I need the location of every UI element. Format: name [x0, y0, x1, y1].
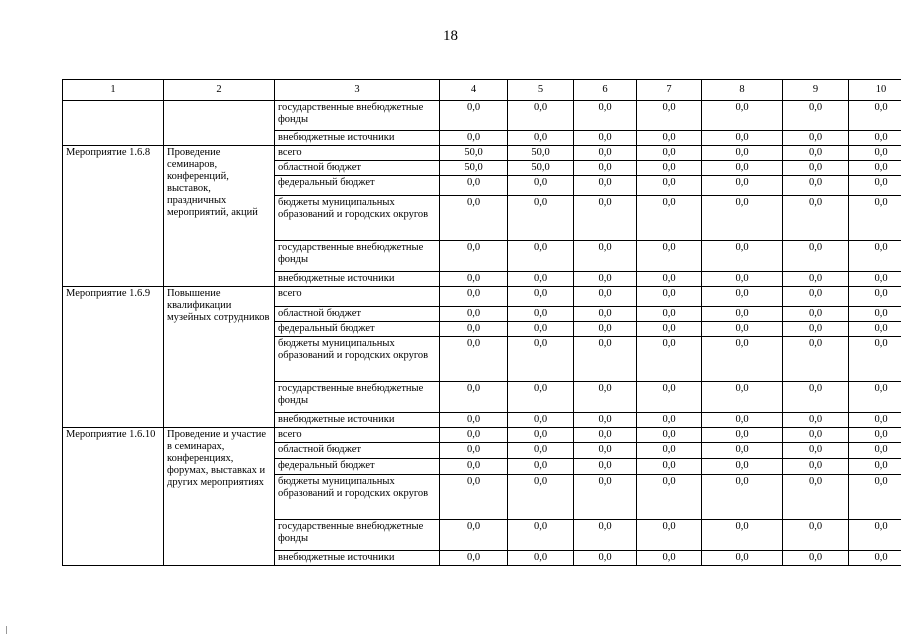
value-cell: 0,0	[440, 287, 508, 307]
funding-source-cell: внебюджетные источники	[275, 551, 440, 566]
value-cell: 0,0	[849, 161, 901, 176]
value-cell: 0,0	[574, 551, 637, 566]
value-cell: 0,0	[508, 428, 574, 443]
value-cell: 0,0	[440, 413, 508, 428]
page-number: 18	[443, 28, 458, 44]
funding-source-cell: областной бюджет	[275, 307, 440, 322]
value-cell: 0,0	[849, 443, 901, 459]
value-cell: 0,0	[702, 413, 783, 428]
value-cell: 0,0	[574, 459, 637, 475]
value-cell: 0,0	[574, 131, 637, 146]
value-cell: 0,0	[637, 443, 702, 459]
column-header: 1	[63, 80, 164, 101]
value-cell: 0,0	[783, 161, 849, 176]
measure-name-cell: Повышение квалификации музейных сотрудников	[164, 287, 275, 428]
table-body	[63, 101, 901, 566]
funding-source-cell: федеральный бюджет	[275, 459, 440, 475]
value-cell: 0,0	[574, 241, 637, 272]
column-header: 2	[164, 80, 275, 101]
empty-code-cell	[63, 101, 164, 146]
value-cell: 0,0	[783, 413, 849, 428]
value-cell: 0,0	[783, 131, 849, 146]
value-cell: 0,0	[849, 322, 901, 337]
value-cell: 0,0	[440, 382, 508, 413]
value-cell: 0,0	[508, 520, 574, 551]
value-cell: 0,0	[574, 322, 637, 337]
value-cell: 0,0	[574, 520, 637, 551]
funding-source-cell: государственные внебюджетные фонды	[275, 101, 440, 131]
value-cell: 0,0	[783, 307, 849, 322]
measure-code-cell: Мероприятие 1.6.9	[63, 287, 164, 428]
column-header: 6	[574, 80, 637, 101]
value-cell: 0,0	[849, 428, 901, 443]
value-cell: 0,0	[849, 475, 901, 520]
value-cell: 0,0	[637, 475, 702, 520]
value-cell: 0,0	[702, 241, 783, 272]
value-cell: 0,0	[637, 520, 702, 551]
value-cell: 0,0	[849, 272, 901, 287]
value-cell: 0,0	[508, 287, 574, 307]
value-cell: 0,0	[508, 459, 574, 475]
funding-source-cell: государственные внебюджетные фонды	[275, 382, 440, 413]
funding-source-cell: внебюджетные источники	[275, 413, 440, 428]
table-row	[63, 146, 901, 161]
value-cell: 0,0	[702, 520, 783, 551]
value-cell: 0,0	[637, 287, 702, 307]
value-cell: 0,0	[849, 307, 901, 322]
value-cell: 0,0	[783, 241, 849, 272]
value-cell: 0,0	[702, 161, 783, 176]
value-cell: 0,0	[783, 196, 849, 241]
value-cell: 0,0	[440, 459, 508, 475]
table-row	[63, 428, 901, 443]
value-cell: 50,0	[440, 161, 508, 176]
value-cell: 0,0	[783, 287, 849, 307]
value-cell: 0,0	[849, 413, 901, 428]
value-cell: 0,0	[440, 272, 508, 287]
value-cell: 0,0	[637, 196, 702, 241]
value-cell: 0,0	[702, 475, 783, 520]
value-cell: 0,0	[637, 322, 702, 337]
value-cell: 0,0	[849, 241, 901, 272]
funding-source-cell: всего	[275, 287, 440, 307]
value-cell: 0,0	[849, 551, 901, 566]
value-cell: 0,0	[783, 459, 849, 475]
column-header: 9	[783, 80, 849, 101]
value-cell: 0,0	[637, 161, 702, 176]
value-cell: 0,0	[574, 287, 637, 307]
funding-source-cell: областной бюджет	[275, 443, 440, 459]
value-cell: 0,0	[702, 307, 783, 322]
value-cell: 0,0	[702, 287, 783, 307]
value-cell: 0,0	[702, 176, 783, 196]
value-cell: 0,0	[702, 551, 783, 566]
value-cell: 0,0	[574, 475, 637, 520]
value-cell: 0,0	[783, 520, 849, 551]
value-cell: 0,0	[440, 520, 508, 551]
value-cell: 0,0	[574, 443, 637, 459]
column-header: 4	[440, 80, 508, 101]
value-cell: 0,0	[783, 272, 849, 287]
value-cell: 0,0	[849, 101, 901, 131]
value-cell: 0,0	[702, 196, 783, 241]
value-cell: 0,0	[508, 272, 574, 287]
value-cell: 0,0	[849, 459, 901, 475]
measure-code-cell: Мероприятие 1.6.10	[63, 428, 164, 566]
value-cell: 0,0	[508, 196, 574, 241]
table-row	[63, 287, 901, 307]
value-cell: 0,0	[702, 459, 783, 475]
value-cell: 0,0	[637, 382, 702, 413]
value-cell: 0,0	[783, 146, 849, 161]
value-cell: 0,0	[574, 176, 637, 196]
value-cell: 0,0	[637, 272, 702, 287]
value-cell: 0,0	[783, 382, 849, 413]
value-cell: 0,0	[637, 176, 702, 196]
value-cell: 0,0	[637, 131, 702, 146]
value-cell: 0,0	[574, 101, 637, 131]
value-cell: 0,0	[849, 520, 901, 551]
value-cell: 0,0	[637, 428, 702, 443]
value-cell: 0,0	[440, 322, 508, 337]
value-cell: 0,0	[783, 322, 849, 337]
value-cell: 0,0	[702, 322, 783, 337]
value-cell: 0,0	[508, 322, 574, 337]
funding-source-cell: внебюджетные источники	[275, 272, 440, 287]
value-cell: 0,0	[440, 241, 508, 272]
funding-source-cell: всего	[275, 428, 440, 443]
value-cell: 0,0	[783, 176, 849, 196]
value-cell: 0,0	[440, 428, 508, 443]
value-cell: 0,0	[849, 176, 901, 196]
value-cell: 0,0	[440, 101, 508, 131]
value-cell: 0,0	[574, 382, 637, 413]
value-cell: 0,0	[440, 196, 508, 241]
funding-source-cell: федеральный бюджет	[275, 176, 440, 196]
value-cell: 0,0	[849, 382, 901, 413]
value-cell: 0,0	[702, 443, 783, 459]
value-cell: 0,0	[440, 176, 508, 196]
value-cell: 0,0	[849, 337, 901, 382]
value-cell: 0,0	[508, 413, 574, 428]
value-cell: 0,0	[508, 382, 574, 413]
value-cell: 0,0	[783, 443, 849, 459]
value-cell: 0,0	[637, 459, 702, 475]
value-cell: 0,0	[637, 413, 702, 428]
value-cell: 0,0	[440, 443, 508, 459]
value-cell: 50,0	[440, 146, 508, 161]
column-header: 10	[849, 80, 901, 101]
funding-source-cell: государственные внебюджетные фонды	[275, 241, 440, 272]
value-cell: 0,0	[508, 131, 574, 146]
value-cell: 0,0	[849, 146, 901, 161]
value-cell: 50,0	[508, 161, 574, 176]
value-cell: 0,0	[508, 551, 574, 566]
value-cell: 0,0	[440, 307, 508, 322]
funding-source-cell: внебюджетные источники	[275, 131, 440, 146]
measure-name-cell: Проведение и участие в семинарах, конференциях, форумах, выставках и других мероприятиях	[164, 428, 275, 566]
value-cell: 0,0	[574, 272, 637, 287]
value-cell: 50,0	[508, 146, 574, 161]
column-header: 8	[702, 80, 783, 101]
value-cell: 0,0	[508, 443, 574, 459]
funding-source-cell: бюджеты муниципальных образований и городских округов	[275, 196, 440, 241]
value-cell: 0,0	[508, 241, 574, 272]
value-cell: 0,0	[702, 146, 783, 161]
value-cell: 0,0	[440, 337, 508, 382]
value-cell: 0,0	[574, 196, 637, 241]
value-cell: 0,0	[574, 337, 637, 382]
value-cell: 0,0	[508, 475, 574, 520]
value-cell: 0,0	[783, 337, 849, 382]
measure-name-cell: Проведение семинаров, конференций, выставок, праздничных мероприятий, акций	[164, 146, 275, 287]
value-cell: 0,0	[637, 241, 702, 272]
funding-source-cell: федеральный бюджет	[275, 322, 440, 337]
column-header: 5	[508, 80, 574, 101]
value-cell: 0,0	[702, 382, 783, 413]
funding-source-cell: бюджеты муниципальных образований и городских округов	[275, 337, 440, 382]
value-cell: 0,0	[508, 337, 574, 382]
value-cell: 0,0	[508, 176, 574, 196]
value-cell: 0,0	[574, 413, 637, 428]
value-cell: 0,0	[783, 551, 849, 566]
value-cell: 0,0	[508, 307, 574, 322]
value-cell: 0,0	[702, 337, 783, 382]
table-row	[63, 101, 901, 131]
column-header: 3	[275, 80, 440, 101]
value-cell: 0,0	[574, 161, 637, 176]
value-cell: 0,0	[440, 551, 508, 566]
value-cell: 0,0	[637, 307, 702, 322]
value-cell: 0,0	[574, 146, 637, 161]
funding-source-cell: областной бюджет	[275, 161, 440, 176]
value-cell: 0,0	[574, 307, 637, 322]
value-cell: 0,0	[702, 101, 783, 131]
value-cell: 0,0	[783, 475, 849, 520]
value-cell: 0,0	[508, 101, 574, 131]
value-cell: 0,0	[702, 272, 783, 287]
funding-source-cell: всего	[275, 146, 440, 161]
budget-table	[62, 79, 901, 566]
value-cell: 0,0	[783, 101, 849, 131]
value-cell: 0,0	[849, 287, 901, 307]
empty-name-cell	[164, 101, 275, 146]
value-cell: 0,0	[849, 131, 901, 146]
funding-source-cell: бюджеты муниципальных образований и городских округов	[275, 475, 440, 520]
value-cell: 0,0	[574, 428, 637, 443]
value-cell: 0,0	[440, 475, 508, 520]
scan-artifact	[6, 626, 7, 634]
value-cell: 0,0	[637, 551, 702, 566]
value-cell: 0,0	[637, 337, 702, 382]
value-cell: 0,0	[637, 146, 702, 161]
header-row	[63, 80, 901, 101]
column-header: 7	[637, 80, 702, 101]
value-cell: 0,0	[637, 101, 702, 131]
value-cell: 0,0	[783, 428, 849, 443]
funding-source-cell: государственные внебюджетные фонды	[275, 520, 440, 551]
value-cell: 0,0	[440, 131, 508, 146]
value-cell: 0,0	[702, 428, 783, 443]
value-cell: 0,0	[702, 131, 783, 146]
measure-code-cell: Мероприятие 1.6.8	[63, 146, 164, 287]
value-cell: 0,0	[849, 196, 901, 241]
